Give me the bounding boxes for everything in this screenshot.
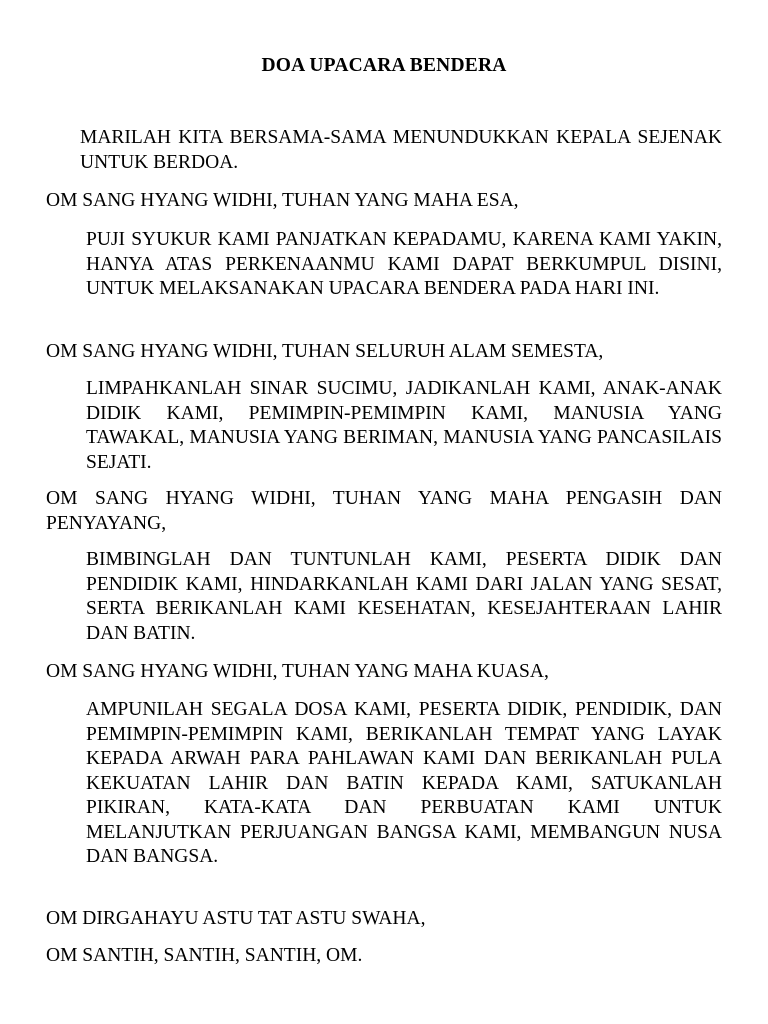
closing-santih: OM SANTIH, SANTIH, SANTIH, OM. bbox=[46, 945, 363, 966]
prayer-forgiveness: AMPUNILAH SEGALA DOSA KAMI, PESERTA DIDIK, PENDIDIK, DAN PEMIMPIN-PEMIMPIN KAMI, BERIKANLAH TEMPAT YANG LAYAK KEPADA ARWAH PARA PAHLAWAN KAMI DAN BERIKANLAH PULA KEKUATAN LAHIR DAN BATIN KEPADA KAMI, SATUKANLAH PIKIRAN, KATA-KATA DAN PERBUATAN KAMI UNTUK MELANJUTKAN PERJUANGAN BANGSA KAMI, MEMBANGUN NUSA DAN BANGSA. bbox=[86, 699, 722, 867]
prayer-blessing: LIMPAHKANLAH SINAR SUCIMU, JADIKANLAH KAMI, ANAK-ANAK DIDIK KAMI, PEMIMPIN-PEMIMPIN KAMI, MANUSIA YANG TAWAKAL, MANUSIA YANG BERIMAN, MANUSIA YANG PANCASILAIS SEJATI. bbox=[86, 378, 722, 473]
closing-dirgahayu: OM DIRGAHAYU ASTU TAT ASTU SWAHA, bbox=[46, 908, 426, 929]
invocation-pengasih: OM SANG HYANG WIDHI, TUHAN YANG MAHA PENGASIH DAN PENYAYANG, bbox=[46, 488, 722, 534]
prayer-thanksgiving: PUJI SYUKUR KAMI PANJATKAN KEPADAMU, KARENA KAMI YAKIN, HANYA ATAS PERKENAANMU KAMI DAPAT BERKUMPUL DISINI, UNTUK MELAKSANAKAN UPACARA BENDERA PADA HARI INI. bbox=[86, 229, 722, 299]
page-title: DOA UPACARA BENDERA bbox=[261, 55, 507, 76]
invocation-alam-semesta: OM SANG HYANG WIDHI, TUHAN SELURUH ALAM SEMESTA, bbox=[46, 341, 604, 362]
invocation-maha-esa: OM SANG HYANG WIDHI, TUHAN YANG MAHA ESA, bbox=[46, 190, 519, 211]
prayer-opening: MARILAH KITA BERSAMA-SAMA MENUNDUKKAN KEPALA SEJENAK UNTUK BERDOA. bbox=[80, 127, 722, 173]
prayer-guidance: BIMBINGLAH DAN TUNTUNLAH KAMI, PESERTA DIDIK DAN PENDIDIK KAMI, HINDARKANLAH KAMI DARI JALAN YANG SESAT, SERTA BERIKANLAH KAMI KESEHATAN, KESEJAHTERAAN LAHIR DAN BATIN. bbox=[86, 549, 722, 644]
invocation-maha-kuasa: OM SANG HYANG WIDHI, TUHAN YANG MAHA KUASA, bbox=[46, 661, 549, 682]
